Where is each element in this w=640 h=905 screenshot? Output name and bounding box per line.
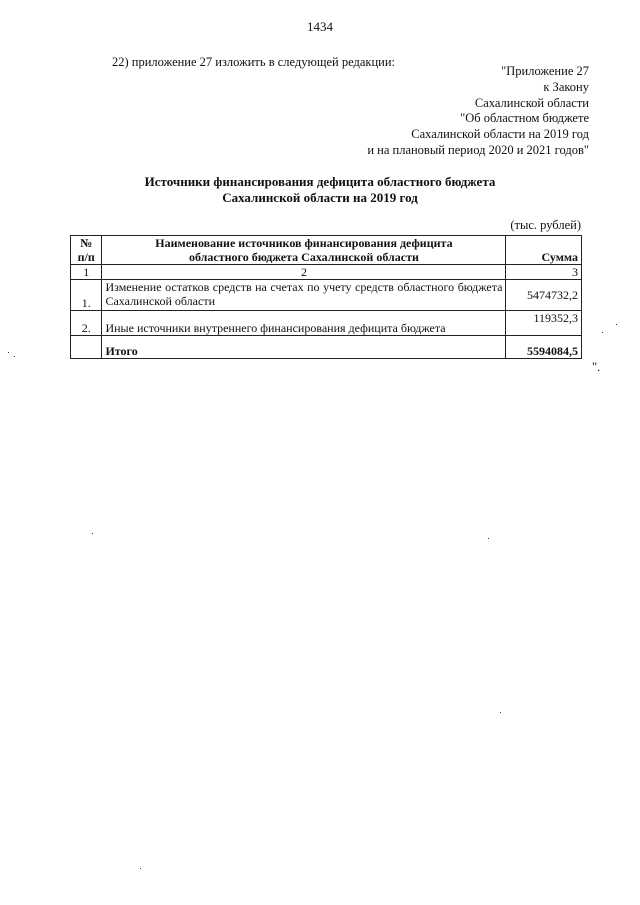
scan-speck <box>602 332 603 333</box>
row-name: Иные источники внутреннего финансирования дефицита бюджета <box>102 311 506 336</box>
table-title <box>0 174 640 206</box>
appendix-line: и на плановый период 2020 и 2021 годов" <box>367 142 589 157</box>
appendix-line: Сахалинской области на 2019 год <box>411 127 589 142</box>
column-number: 3 <box>506 265 582 280</box>
amendment-intro: 22) приложение 27 изложить в следующей редакции: <box>112 55 395 69</box>
unit-label: (тыс. рублей) <box>510 218 581 232</box>
row-sum: 5474732,2 <box>506 280 582 311</box>
page-number: 1434 <box>307 19 333 34</box>
row-number: 2. <box>71 311 102 336</box>
table-row <box>71 280 582 311</box>
total-label: Итого <box>102 336 506 359</box>
header-number-line: п/п <box>77 250 95 264</box>
appendix-reference <box>367 64 589 159</box>
scan-speck <box>8 352 9 353</box>
scan-speck <box>500 712 501 713</box>
financing-sources-table <box>70 235 582 359</box>
header-number <box>71 236 102 265</box>
appendix-line: "Об областном бюджете <box>460 111 589 126</box>
total-sum: 5594084,5 <box>506 336 582 359</box>
table-title-line: Сахалинской области на 2019 год <box>222 190 418 205</box>
scan-speck <box>140 868 141 869</box>
header-name <box>102 236 506 265</box>
total-row <box>71 336 582 359</box>
table-header-row <box>71 236 582 265</box>
scan-speck <box>616 324 617 325</box>
header-name-line: областного бюджета Сахалинской области <box>188 250 419 264</box>
total-number <box>71 336 102 359</box>
table-title-line: Источники финансирования дефицита областного бюджета <box>144 174 496 189</box>
scan-speck <box>14 356 15 357</box>
header-number-line: № <box>80 236 93 250</box>
scan-speck <box>488 538 489 539</box>
column-number-row <box>71 265 582 280</box>
column-number: 2 <box>102 265 506 280</box>
column-number: 1 <box>71 265 102 280</box>
row-number: 1. <box>71 280 102 311</box>
header-name-line: Наименование источников финансирования дефицита <box>155 236 453 250</box>
closing-quote: ". <box>592 360 601 374</box>
table-row <box>71 311 582 336</box>
appendix-line: Сахалинской области <box>474 95 589 110</box>
row-sum: 119352,3 <box>506 311 582 336</box>
header-sum: Сумма <box>506 236 582 265</box>
appendix-line: "Приложение 27 <box>501 64 589 78</box>
row-name: Изменение остатков средств на счетах по учету средств областного бюджета Сахалинской области <box>102 280 506 311</box>
scan-speck <box>92 533 93 534</box>
appendix-line: к Закону <box>543 79 589 94</box>
